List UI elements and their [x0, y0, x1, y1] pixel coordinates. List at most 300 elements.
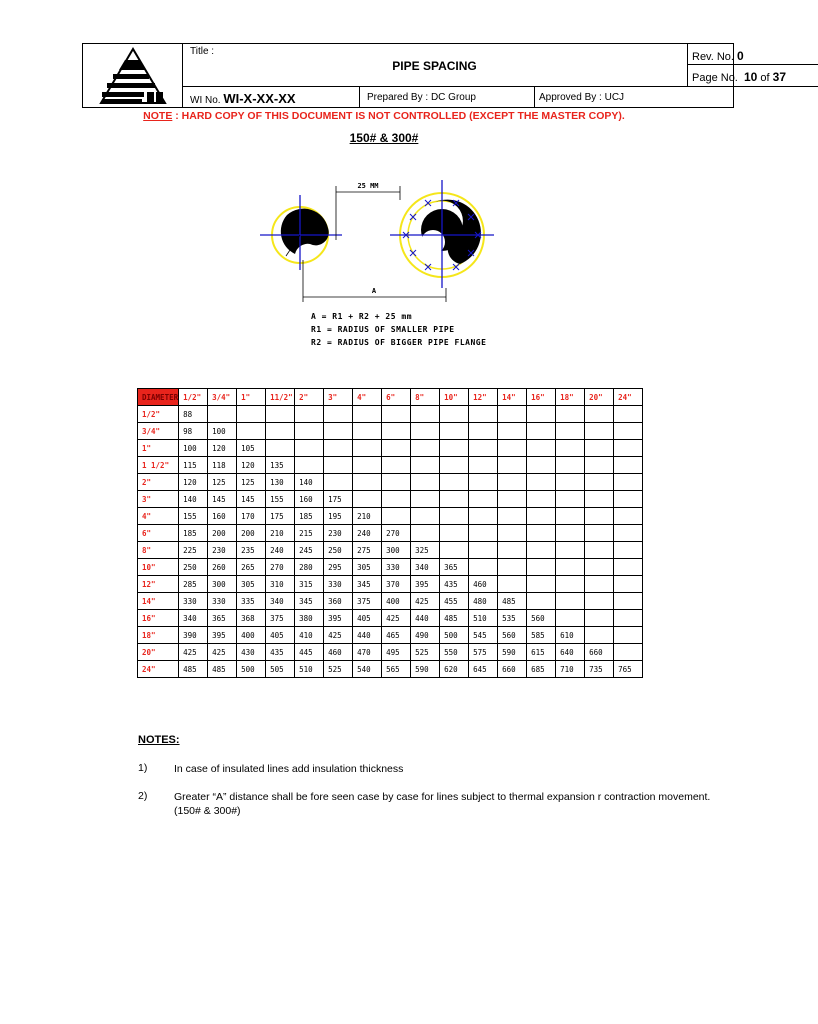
row-header: 16": [138, 610, 179, 627]
table-cell: 560: [498, 627, 527, 644]
table-cell: [527, 576, 556, 593]
dimension-a: [303, 260, 446, 302]
table-cell: 200: [208, 525, 237, 542]
table-cell: 575: [469, 644, 498, 661]
table-cell: 550: [440, 644, 469, 661]
formula-line-2: R1 = RADIUS OF SMALLER PIPE: [311, 325, 455, 334]
table-cell: 240: [266, 542, 295, 559]
table-cell: [237, 423, 266, 440]
bigger-pipe-flange: [390, 180, 494, 288]
column-header: 3/4": [208, 389, 237, 406]
table-cell: [527, 474, 556, 491]
table-cell: [614, 576, 643, 593]
column-header: 1": [237, 389, 266, 406]
table-cell: [324, 440, 353, 457]
table-cell: 270: [382, 525, 411, 542]
table-cell: [382, 440, 411, 457]
table-cell: [614, 542, 643, 559]
table-cell: [614, 508, 643, 525]
table-cell: 525: [324, 661, 353, 678]
table-cell: 395: [324, 610, 353, 627]
note-2-text: Greater “A” distance shall be fore seen case by case for lines subject to thermal expansion r contraction movement. (150# & 300#): [174, 791, 711, 817]
table-cell: [324, 406, 353, 423]
table-cell: 640: [556, 644, 585, 661]
table-header-row: [138, 389, 643, 406]
table-cell: [208, 406, 237, 423]
table-cell: 175: [324, 491, 353, 508]
table-cell: [353, 440, 382, 457]
table-cell: [585, 406, 614, 423]
table-cell: [411, 525, 440, 542]
table-corner-cell: DIAMETER: [138, 389, 179, 406]
table-cell: [469, 542, 498, 559]
table-cell: 535: [498, 610, 527, 627]
table-cell: 365: [440, 559, 469, 576]
notes-heading: NOTES:: [138, 734, 180, 746]
table-cell: 440: [411, 610, 440, 627]
table-cell: 505: [266, 661, 295, 678]
page-number-cell: [688, 65, 818, 87]
table-cell: 135: [266, 457, 295, 474]
table-cell: 200: [237, 525, 266, 542]
company-logo: [83, 44, 183, 107]
approved-value: UCJ: [604, 92, 625, 103]
table-row: [138, 525, 643, 542]
table-cell: 375: [266, 610, 295, 627]
table-cell: 435: [266, 644, 295, 661]
table-cell: [411, 406, 440, 423]
table-cell: 185: [295, 508, 324, 525]
table-cell: 435: [440, 576, 469, 593]
row-header: 14": [138, 593, 179, 610]
row-header: 24": [138, 661, 179, 678]
table-cell: 430: [237, 644, 266, 661]
table-cell: [382, 406, 411, 423]
control-note: [0, 110, 768, 122]
table-cell: 300: [208, 576, 237, 593]
column-header: 3": [324, 389, 353, 406]
table-cell: 368: [237, 610, 266, 627]
table-cell: [498, 576, 527, 593]
dimension-25mm: [336, 182, 400, 240]
table-cell: 300: [382, 542, 411, 559]
table-cell: 615: [527, 644, 556, 661]
table-cell: 295: [324, 559, 353, 576]
table-cell: 215: [295, 525, 324, 542]
table-cell: [556, 576, 585, 593]
table-cell: 425: [208, 644, 237, 661]
note-1-number: 1): [138, 762, 148, 774]
table-cell: [295, 423, 324, 440]
formula-line-1: A = R1 + R2 + 25 mm: [311, 312, 413, 321]
table-cell: 660: [498, 661, 527, 678]
approved-label: Approved By :: [539, 92, 602, 103]
column-header: 12": [469, 389, 498, 406]
column-header: 20": [585, 389, 614, 406]
table-cell: [469, 423, 498, 440]
table-cell: [614, 457, 643, 474]
revision-label: Rev. No.: [692, 51, 734, 63]
table-cell: [382, 508, 411, 525]
table-cell: [411, 440, 440, 457]
table-cell: [527, 593, 556, 610]
table-cell: 118: [208, 457, 237, 474]
wi-number-cell: [182, 87, 360, 107]
table-cell: [440, 440, 469, 457]
table-cell: 340: [411, 559, 440, 576]
table-cell: 485: [440, 610, 469, 627]
table-cell: 400: [382, 593, 411, 610]
column-header: 2": [295, 389, 324, 406]
formula-line-3: R2 = RADIUS OF BIGGER PIPE FLANGE: [311, 338, 487, 347]
table-cell: 590: [498, 644, 527, 661]
table-cell: [585, 610, 614, 627]
table-cell: 235: [237, 542, 266, 559]
table-cell: [469, 406, 498, 423]
table-cell: [411, 508, 440, 525]
table-cell: [237, 406, 266, 423]
table-cell: 425: [324, 627, 353, 644]
row-header: 3": [138, 491, 179, 508]
table-cell: 425: [411, 593, 440, 610]
page-total: 37: [772, 70, 787, 84]
table-cell: 425: [382, 610, 411, 627]
table-cell: 125: [208, 474, 237, 491]
table-cell: [614, 406, 643, 423]
wi-label: WI No.: [190, 95, 221, 106]
table-cell: 210: [353, 508, 382, 525]
table-cell: [353, 474, 382, 491]
table-cell: 395: [411, 576, 440, 593]
table-cell: [469, 474, 498, 491]
approved-by-cell: [535, 87, 735, 107]
row-header: 1": [138, 440, 179, 457]
table-cell: [498, 525, 527, 542]
document-header: [82, 43, 787, 108]
table-cell: [614, 593, 643, 610]
table-cell: [585, 525, 614, 542]
row-header: 1 1/2": [138, 457, 179, 474]
table-cell: [527, 423, 556, 440]
table-cell: 170: [237, 508, 266, 525]
page-of: of: [760, 72, 770, 84]
smaller-pipe: [260, 195, 342, 270]
note-text: : HARD COPY OF THIS DOCUMENT IS NOT CONTROLLED (EXCEPT THE MASTER COPY).: [172, 110, 625, 122]
table-cell: 370: [382, 576, 411, 593]
table-cell: 560: [527, 610, 556, 627]
row-header: 8": [138, 542, 179, 559]
table-cell: [382, 423, 411, 440]
table-cell: 195: [324, 508, 353, 525]
note-2-number: 2): [138, 790, 148, 802]
table-cell: 280: [295, 559, 324, 576]
table-cell: 245: [295, 542, 324, 559]
table-cell: 140: [179, 491, 208, 508]
table-cell: 340: [266, 593, 295, 610]
table-cell: [585, 423, 614, 440]
table-cell: [527, 406, 556, 423]
revision-value: 0: [737, 49, 744, 63]
table-cell: [324, 457, 353, 474]
table-cell: [440, 457, 469, 474]
table-cell: [440, 542, 469, 559]
table-cell: [585, 508, 614, 525]
table-cell: 345: [353, 576, 382, 593]
table-row: [138, 627, 643, 644]
table-cell: 210: [266, 525, 295, 542]
table-cell: 335: [237, 593, 266, 610]
table-cell: [585, 542, 614, 559]
table-cell: [556, 559, 585, 576]
table-row: [138, 644, 643, 661]
table-cell: 485: [208, 661, 237, 678]
table-cell: [498, 474, 527, 491]
table-cell: 610: [556, 627, 585, 644]
table-cell: 340: [179, 610, 208, 627]
table-cell: [527, 559, 556, 576]
table-cell: 225: [179, 542, 208, 559]
table-cell: [469, 440, 498, 457]
table-cell: [556, 423, 585, 440]
row-header: 10": [138, 559, 179, 576]
table-row: [138, 457, 643, 474]
table-cell: 185: [179, 525, 208, 542]
table-cell: 310: [266, 576, 295, 593]
table-cell: [411, 423, 440, 440]
table-cell: 500: [440, 627, 469, 644]
table-cell: [556, 457, 585, 474]
rating-subtitle: 150# & 300#: [349, 131, 419, 145]
table-cell: 105: [237, 440, 266, 457]
table-cell: [382, 491, 411, 508]
table-cell: [556, 593, 585, 610]
table-cell: 88: [179, 406, 208, 423]
table-cell: 145: [208, 491, 237, 508]
table-cell: [527, 440, 556, 457]
table-cell: 590: [411, 661, 440, 678]
row-header: 3/4": [138, 423, 179, 440]
table-cell: 100: [179, 440, 208, 457]
table-cell: 155: [266, 491, 295, 508]
table-cell: [585, 593, 614, 610]
table-cell: 230: [324, 525, 353, 542]
table-cell: [498, 423, 527, 440]
table-cell: 275: [353, 542, 382, 559]
document-title: PIPE SPACING: [392, 59, 477, 73]
pipe-spacing-table: [137, 388, 643, 678]
table-cell: [614, 644, 643, 661]
row-header: 4": [138, 508, 179, 525]
column-header: 16": [527, 389, 556, 406]
table-row: [138, 440, 643, 457]
table-cell: 380: [295, 610, 324, 627]
table-cell: [527, 525, 556, 542]
table-cell: [440, 525, 469, 542]
table-cell: 510: [469, 610, 498, 627]
table-cell: [266, 440, 295, 457]
table-row: [138, 661, 643, 678]
table-row: [138, 474, 643, 491]
dimension-25mm-label: 25 MM: [357, 182, 379, 190]
table-cell: 405: [266, 627, 295, 644]
table-cell: 525: [411, 644, 440, 661]
note-1-text: In case of insulated lines add insulation thickness: [174, 763, 404, 775]
table-cell: 285: [179, 576, 208, 593]
row-header: 2": [138, 474, 179, 491]
title-cell: [182, 44, 688, 87]
wi-value: WI-X-XX-XX: [223, 91, 296, 106]
table-cell: 660: [585, 644, 614, 661]
table-cell: [440, 474, 469, 491]
table-cell: [556, 542, 585, 559]
table-cell: 400: [237, 627, 266, 644]
table-cell: 250: [179, 559, 208, 576]
revision-cell: [688, 44, 818, 65]
table-cell: 100: [208, 423, 237, 440]
table-cell: 425: [179, 644, 208, 661]
table-cell: 685: [527, 661, 556, 678]
pyramid-logo-icon: [83, 44, 182, 107]
page-label: Page No.: [692, 72, 738, 84]
table-cell: 330: [179, 593, 208, 610]
table-cell: 565: [382, 661, 411, 678]
table-cell: [469, 457, 498, 474]
column-header: 8": [411, 389, 440, 406]
table-cell: [614, 559, 643, 576]
column-header: 4": [353, 389, 382, 406]
table-cell: 115: [179, 457, 208, 474]
table-cell: [527, 491, 556, 508]
table-cell: 390: [179, 627, 208, 644]
table-cell: 240: [353, 525, 382, 542]
table-cell: 495: [382, 644, 411, 661]
table-cell: 98: [179, 423, 208, 440]
table-cell: 405: [353, 610, 382, 627]
column-header: 1/2": [179, 389, 208, 406]
table-cell: [353, 423, 382, 440]
table-cell: [614, 440, 643, 457]
table-cell: [556, 440, 585, 457]
table-cell: [498, 559, 527, 576]
table-cell: [556, 610, 585, 627]
table-cell: [556, 508, 585, 525]
table-cell: [585, 440, 614, 457]
table-cell: 120: [208, 440, 237, 457]
table-cell: [527, 508, 556, 525]
table-cell: [440, 508, 469, 525]
table-cell: [353, 491, 382, 508]
table-cell: [324, 474, 353, 491]
table-cell: 140: [295, 474, 324, 491]
table-row: [138, 491, 643, 508]
column-header: 24": [614, 389, 643, 406]
prepared-by-cell: [360, 87, 535, 107]
table-cell: [324, 423, 353, 440]
table-cell: 230: [208, 542, 237, 559]
row-header: 20": [138, 644, 179, 661]
table-cell: 145: [237, 491, 266, 508]
table-cell: 325: [411, 542, 440, 559]
column-header: 18": [556, 389, 585, 406]
table-cell: [498, 457, 527, 474]
column-header: 10": [440, 389, 469, 406]
table-cell: [382, 474, 411, 491]
table-row: [138, 542, 643, 559]
table-cell: 540: [353, 661, 382, 678]
table-cell: [411, 457, 440, 474]
table-cell: [469, 525, 498, 542]
table-cell: 330: [324, 576, 353, 593]
table-cell: 545: [469, 627, 498, 644]
table-cell: 250: [324, 542, 353, 559]
table-cell: [469, 508, 498, 525]
table-cell: 160: [208, 508, 237, 525]
table-cell: 265: [237, 559, 266, 576]
table-cell: [527, 542, 556, 559]
table-cell: 305: [353, 559, 382, 576]
table-cell: 125: [237, 474, 266, 491]
table-cell: [353, 457, 382, 474]
table-cell: [614, 491, 643, 508]
table-cell: 345: [295, 593, 324, 610]
table-cell: [614, 474, 643, 491]
table-row: [138, 576, 643, 593]
table-cell: 270: [266, 559, 295, 576]
table-cell: 360: [324, 593, 353, 610]
table-cell: 330: [208, 593, 237, 610]
row-header: 1/2": [138, 406, 179, 423]
table-cell: 410: [295, 627, 324, 644]
table-cell: [295, 457, 324, 474]
note-prefix: NOTE: [143, 110, 173, 122]
table-cell: 465: [382, 627, 411, 644]
table-cell: 585: [527, 627, 556, 644]
table-cell: 395: [208, 627, 237, 644]
table-cell: [498, 491, 527, 508]
table-cell: 620: [440, 661, 469, 678]
table-cell: [498, 440, 527, 457]
table-cell: [556, 474, 585, 491]
table-cell: [411, 474, 440, 491]
table-cell: 155: [179, 508, 208, 525]
table-cell: [556, 525, 585, 542]
table-cell: 365: [208, 610, 237, 627]
table-cell: [585, 576, 614, 593]
table-cell: [614, 610, 643, 627]
table-cell: 735: [585, 661, 614, 678]
table-cell: [440, 406, 469, 423]
table-cell: 490: [411, 627, 440, 644]
table-cell: [614, 627, 643, 644]
table-cell: 375: [353, 593, 382, 610]
table-cell: [440, 491, 469, 508]
table-cell: 175: [266, 508, 295, 525]
column-header: 11/2": [266, 389, 295, 406]
column-header: 14": [498, 389, 527, 406]
table-cell: 120: [237, 457, 266, 474]
table-cell: [469, 491, 498, 508]
table-cell: [295, 406, 324, 423]
table-cell: 485: [179, 661, 208, 678]
table-cell: [498, 542, 527, 559]
table-cell: 500: [237, 661, 266, 678]
table-cell: [556, 491, 585, 508]
table-cell: [498, 508, 527, 525]
page-value: 10: [744, 70, 758, 84]
table-cell: 315: [295, 576, 324, 593]
table-cell: 460: [469, 576, 498, 593]
table-cell: 260: [208, 559, 237, 576]
